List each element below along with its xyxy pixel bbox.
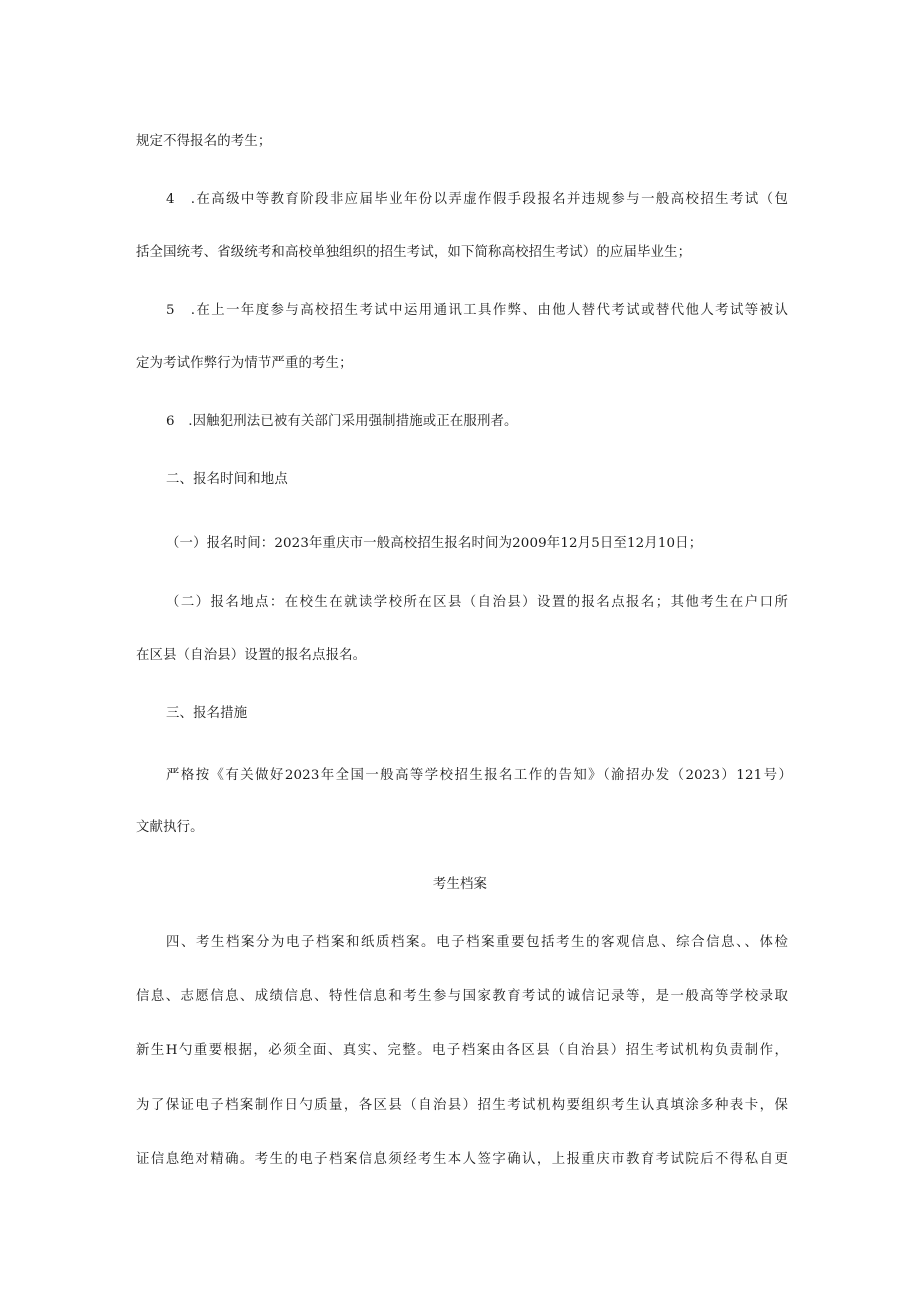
paragraph-line: （二）报名地点：在校生在就读学校所在区县（自治县）设置的报名点报名；其他考生在户口所 (166, 595, 788, 610)
paragraph-line: 在区县（自治县）设置的报名点报名。 (136, 648, 367, 663)
list-item-6-line: 6 .因触犯刑法已被有关部门采用强制措施或正在服刑者。 (166, 414, 518, 429)
list-item-4-line: 4 .在高级中等教育阶段非应届毕业年份以弄虚作假手段报名并违规参与一般高校招生考试（包 (166, 192, 788, 207)
paragraph-line: （一）报名时间：2023年重庆市一般高校招生报名时间为2009年12月5日至12月10日； (166, 536, 703, 551)
paragraph-line: 信息、志愿信息、成绩信息、特性信息和考生参与国家教育考试的诚信记录等，是一般高等学校录取 (136, 989, 788, 1004)
centered-heading: 考生档案 (432, 877, 488, 892)
paragraph-line: 证信息绝对精确。考生的电子档案信息须经考生本人签字确认，上报重庆市教育考试院后不得私自更 (136, 1152, 788, 1167)
paragraph-line: 为了保证电子档案制作日勺质量，各区县（自治县）招生考试机构要组织考生认真填涂多种表卡，保 (136, 1098, 788, 1113)
section-heading: 三、报名措施 (166, 706, 248, 721)
paragraph-line: 严格按《有关做好2023年全国一般高等学校招生报名工作的告知》（渝招办发（2023）121号） (166, 768, 792, 783)
paragraph-line: 规定不得报名的考生； (136, 134, 272, 149)
list-item-4-line: 括全国统考、省级统考和高校单独组织的招生考试，如下简称高校招生考试）的应届毕业生； (136, 245, 692, 260)
list-item-5-line: 5 .在上一年度参与高校招生考试中运用通讯工具作弊、由他人替代考试或替代他人考试等被认 (166, 303, 788, 318)
paragraph-line: 四、考生档案分为电子档案和纸质档案。电子档案重要包括考生的客观信息、综合信息、、体检 (166, 935, 788, 950)
list-item-5-line: 定为考试作弊行为情节严重的考生； (136, 356, 353, 371)
paragraph-line: 文献执行。 (136, 820, 204, 835)
section-heading: 二、报名时间和地点 (166, 472, 288, 487)
paragraph-line: 新生H勺重要根据，必须全面、真实、完整。电子档案由各区县（自治县）招生考试机构负责制作， (136, 1043, 788, 1058)
